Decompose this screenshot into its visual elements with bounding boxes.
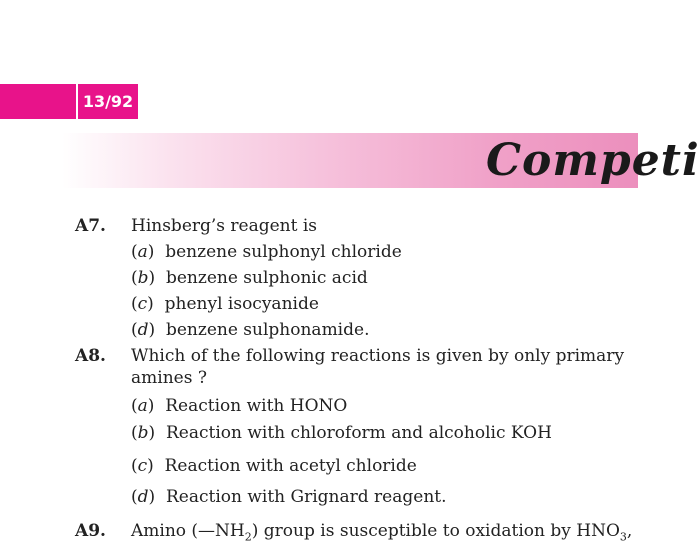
option-letter: c	[137, 294, 148, 314]
option-letter: a	[137, 396, 148, 416]
option-letter: d	[137, 320, 149, 340]
option-text: benzene sulphonic acid	[165, 268, 368, 288]
question-a8-option-d: (d) Reaction with Grignard reagent.	[131, 487, 447, 507]
option-letter: d	[137, 487, 149, 507]
option-text: Reaction with HONO	[165, 396, 348, 416]
option-letter: b	[137, 268, 149, 288]
question-a7-option-b: (b) benzene sulphonic acid	[131, 268, 368, 288]
question-a7-number: A7.	[75, 216, 106, 236]
question-a8-text-line1: Which of the following reactions is given by only primary	[131, 346, 625, 366]
question-a8-text-line2: amines ?	[131, 368, 207, 388]
option-letter: a	[137, 242, 148, 262]
question-a8-option-c: (c) Reaction with acetyl chloride	[131, 456, 417, 476]
option-text: phenyl isocyanide	[164, 294, 319, 314]
option-text: Reaction with chloroform and alcoholic KOH	[165, 423, 552, 443]
option-text: benzene sulphonamide.	[165, 320, 370, 340]
option-text: Reaction with acetyl chloride	[164, 456, 417, 476]
question-a7-text: Hinsberg’s reagent is	[131, 216, 318, 236]
banner-title: Competi	[486, 135, 700, 186]
question-a7-option-a: (a) benzene sulphonyl chloride	[131, 242, 402, 262]
question-a8-option-a: (a) Reaction with HONO	[131, 396, 348, 416]
option-letter: c	[137, 456, 148, 476]
a9-subscript-2: 3	[619, 530, 627, 544]
chapter-banner	[62, 133, 700, 188]
question-a9-number: A9.	[75, 521, 106, 541]
question-a8-option-b: (b) Reaction with chloroform and alcoholic KOH	[131, 423, 552, 443]
a9-subscript-1: 2	[244, 530, 252, 544]
option-letter: b	[137, 423, 149, 443]
option-text: Reaction with Grignard reagent.	[165, 487, 447, 507]
a9-text-part2: ) group is susceptible to oxidation by HNO	[251, 521, 620, 541]
question-a8-number: A8.	[75, 346, 106, 366]
question-a9-text	[131, 520, 636, 542]
page-number: 13/92	[78, 84, 138, 119]
a9-text-part3: ,	[626, 521, 633, 541]
question-a7-option-d: (d) benzene sulphonamide.	[131, 320, 370, 340]
option-text: benzene sulphonyl chloride	[165, 242, 402, 262]
question-a7-option-c: (c) phenyl isocyanide	[131, 294, 319, 314]
a9-text-part1: Amino (—NH	[131, 521, 245, 541]
page-tab-bar	[0, 84, 76, 119]
